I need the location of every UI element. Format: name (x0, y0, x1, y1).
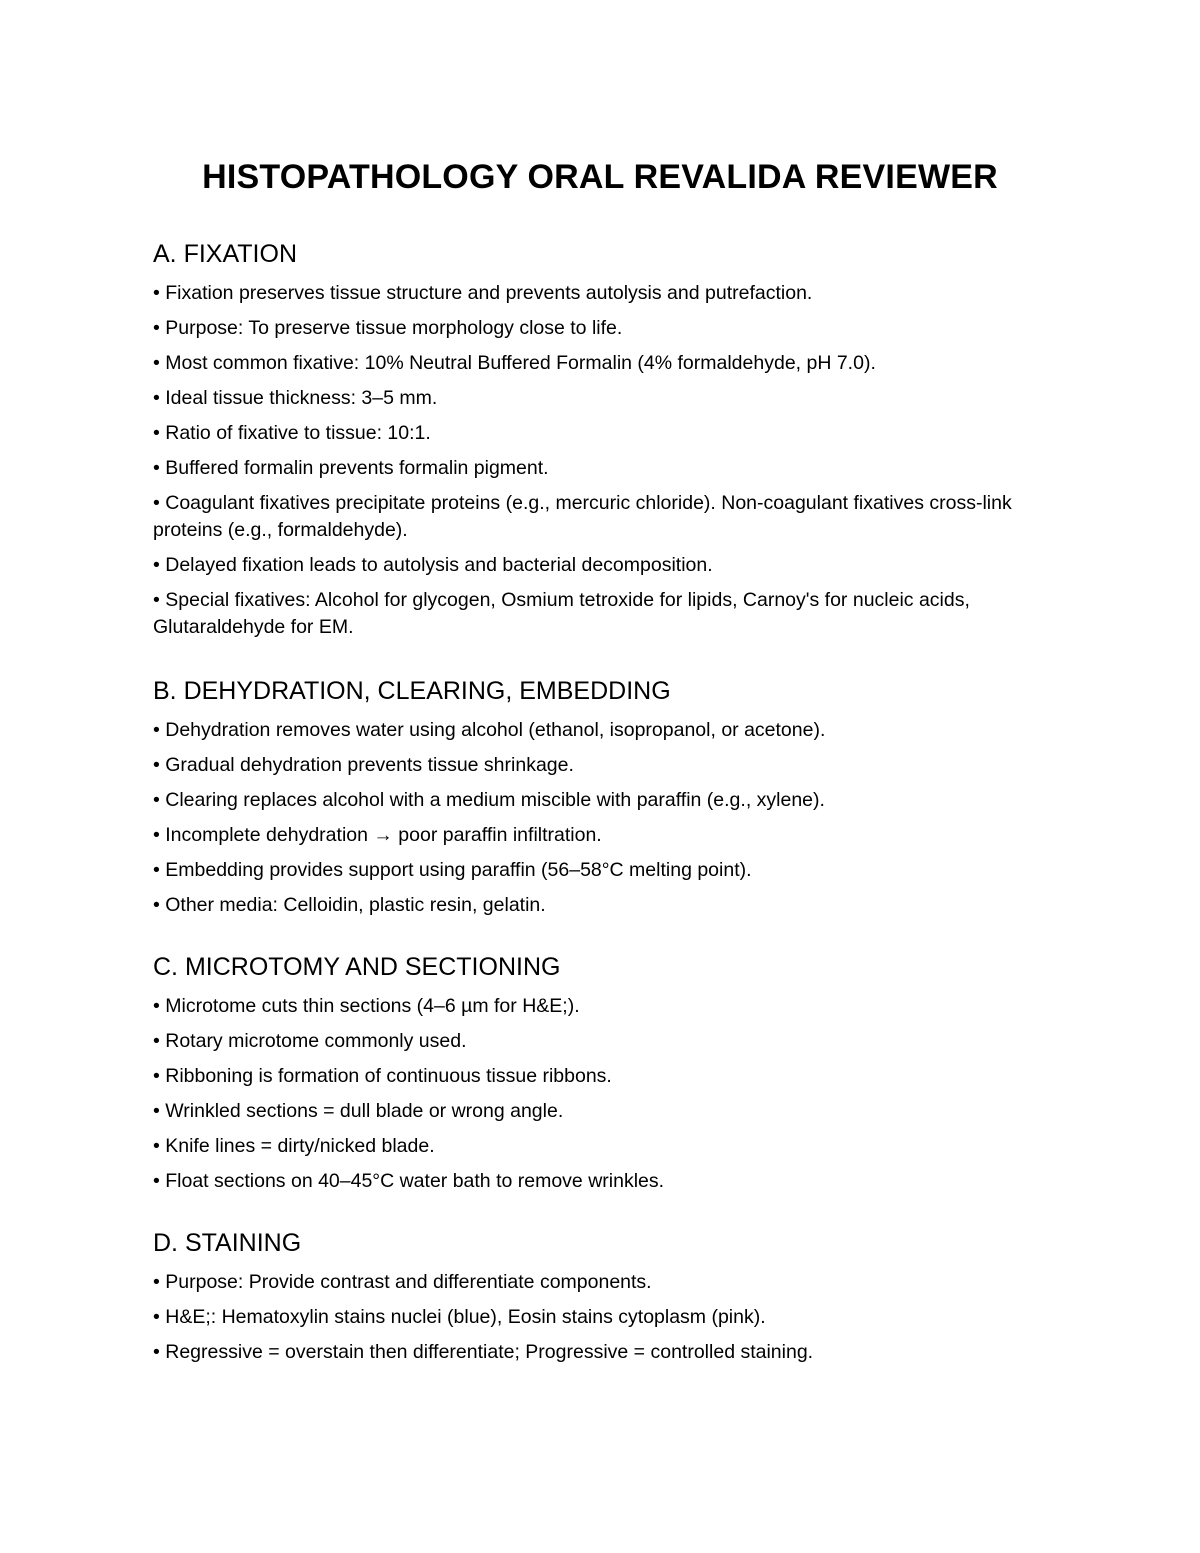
list-item-text: Ratio of fixative to tissue: 10:1. (165, 422, 431, 444)
list-item-text: Clearing replaces alcohol with a medium miscible with paraffin (e.g., xylene). (165, 789, 825, 811)
list-item-text: Dehydration removes water using alcohol (ethanol, isopropanol, or acetone). (165, 719, 826, 741)
list-item-text: Rotary microtome commonly used. (165, 1030, 467, 1052)
bullet-icon: • (153, 317, 160, 339)
section-heading: A. FIXATION (153, 240, 297, 268)
bullet-icon: • (153, 1170, 160, 1192)
list-item (153, 717, 1033, 744)
list-item (153, 993, 1033, 1020)
list-item (153, 1133, 1033, 1160)
bullet-icon: • (153, 457, 160, 479)
bullet-icon: • (153, 492, 160, 514)
list-item-text: Regressive = overstain then differentiate; Progressive = controlled staining. (165, 1341, 814, 1363)
list-item (153, 552, 1033, 579)
bullet-icon: • (153, 1030, 160, 1052)
list-item (153, 490, 1033, 544)
list-item-text: Microtome cuts thin sections (4–6 µm for H&E;). (165, 995, 580, 1017)
list-item-text: Fixation preserves tissue structure and prevents autolysis and putrefaction. (165, 282, 813, 304)
list-item-text: Other media: Celloidin, plastic resin, gelatin. (165, 894, 546, 916)
bullet-icon: • (153, 1271, 160, 1293)
list-item-text: Coagulant fixatives precipitate proteins (e.g., mercuric chloride). Non-coagulant fixatives cross-link proteins (e.g., formaldehyde). (153, 492, 1012, 541)
list-item (153, 1063, 1033, 1090)
list-item-text: Incomplete dehydration → poor paraffin infiltration. (165, 824, 602, 846)
section-staining (153, 1227, 1033, 1374)
list-item-text: Most common fixative: 10% Neutral Buffered Formalin (4% formaldehyde, pH 7.0). (165, 352, 876, 374)
list-item-text: Gradual dehydration prevents tissue shrinkage. (165, 754, 574, 776)
bullet-icon: • (153, 282, 160, 304)
list-item (153, 1304, 1033, 1331)
bullet-icon: • (153, 824, 160, 846)
list-item-text: Purpose: Provide contrast and differentiate components. (165, 1271, 652, 1293)
list-item (153, 752, 1033, 779)
list-item (153, 892, 1033, 919)
section-heading: C. MICROTOMY AND SECTIONING (153, 953, 561, 981)
list-item (153, 1269, 1033, 1296)
section-fixation (153, 238, 1033, 649)
list-item-text: Special fixatives: Alcohol for glycogen, Osmium tetroxide for lipids, Carnoy's for nucleic acids, Glutaraldehyde for EM. (153, 589, 970, 638)
list-item (153, 1098, 1033, 1125)
list-item (153, 280, 1033, 307)
list-item-text: Buffered formalin prevents formalin pigment. (165, 457, 549, 479)
section-heading: D. STAINING (153, 1229, 302, 1257)
bullet-icon: • (153, 1306, 160, 1328)
bullet-icon: • (153, 352, 160, 374)
bullet-icon: • (153, 422, 160, 444)
bullet-icon: • (153, 719, 160, 741)
document-title: HISTOPATHOLOGY ORAL REVALIDA REVIEWER (202, 158, 998, 196)
list-item (153, 1028, 1033, 1055)
list-item-text: Knife lines = dirty/nicked blade. (165, 1135, 435, 1157)
list-item (153, 385, 1033, 412)
list-item-text: Wrinkled sections = dull blade or wrong angle. (165, 1100, 564, 1122)
list-item-text: Embedding provides support using paraffin (56–58°C melting point). (165, 859, 752, 881)
bullet-icon: • (153, 859, 160, 881)
list-item (153, 787, 1033, 814)
bullet-icon: • (153, 995, 160, 1017)
list-item-text: Float sections on 40–45°C water bath to remove wrinkles. (165, 1170, 665, 1192)
list-item (153, 587, 1033, 641)
list-item-text: Delayed fixation leads to autolysis and bacterial decomposition. (165, 554, 713, 576)
list-item (153, 455, 1033, 482)
list-item (153, 315, 1033, 342)
list-item-text: Ideal tissue thickness: 3–5 mm. (165, 387, 438, 409)
bullet-icon: • (153, 589, 160, 611)
list-item (153, 1168, 1033, 1195)
list-item (153, 822, 1033, 849)
list-item-text: Ribboning is formation of continuous tissue ribbons. (165, 1065, 612, 1087)
bullet-icon: • (153, 789, 160, 811)
list-item (153, 857, 1033, 884)
bullet-icon: • (153, 1341, 160, 1363)
bullet-icon: • (153, 554, 160, 576)
section-microtomy-and-sectioning (153, 951, 1033, 1203)
list-item (153, 420, 1033, 447)
list-item-text: H&E;: Hematoxylin stains nuclei (blue), Eosin stains cytoplasm (pink). (165, 1306, 766, 1328)
bullet-icon: • (153, 1135, 160, 1157)
section-heading: B. DEHYDRATION, CLEARING, EMBEDDING (153, 677, 671, 705)
bullet-icon: • (153, 1100, 160, 1122)
section-dehydration-clearing-embedding (153, 675, 1033, 927)
list-item (153, 1339, 1033, 1366)
bullet-icon: • (153, 894, 160, 916)
bullet-icon: • (153, 387, 160, 409)
bullet-icon: • (153, 1065, 160, 1087)
bullet-icon: • (153, 754, 160, 776)
list-item (153, 350, 1033, 377)
list-item-text: Purpose: To preserve tissue morphology close to life. (165, 317, 623, 339)
